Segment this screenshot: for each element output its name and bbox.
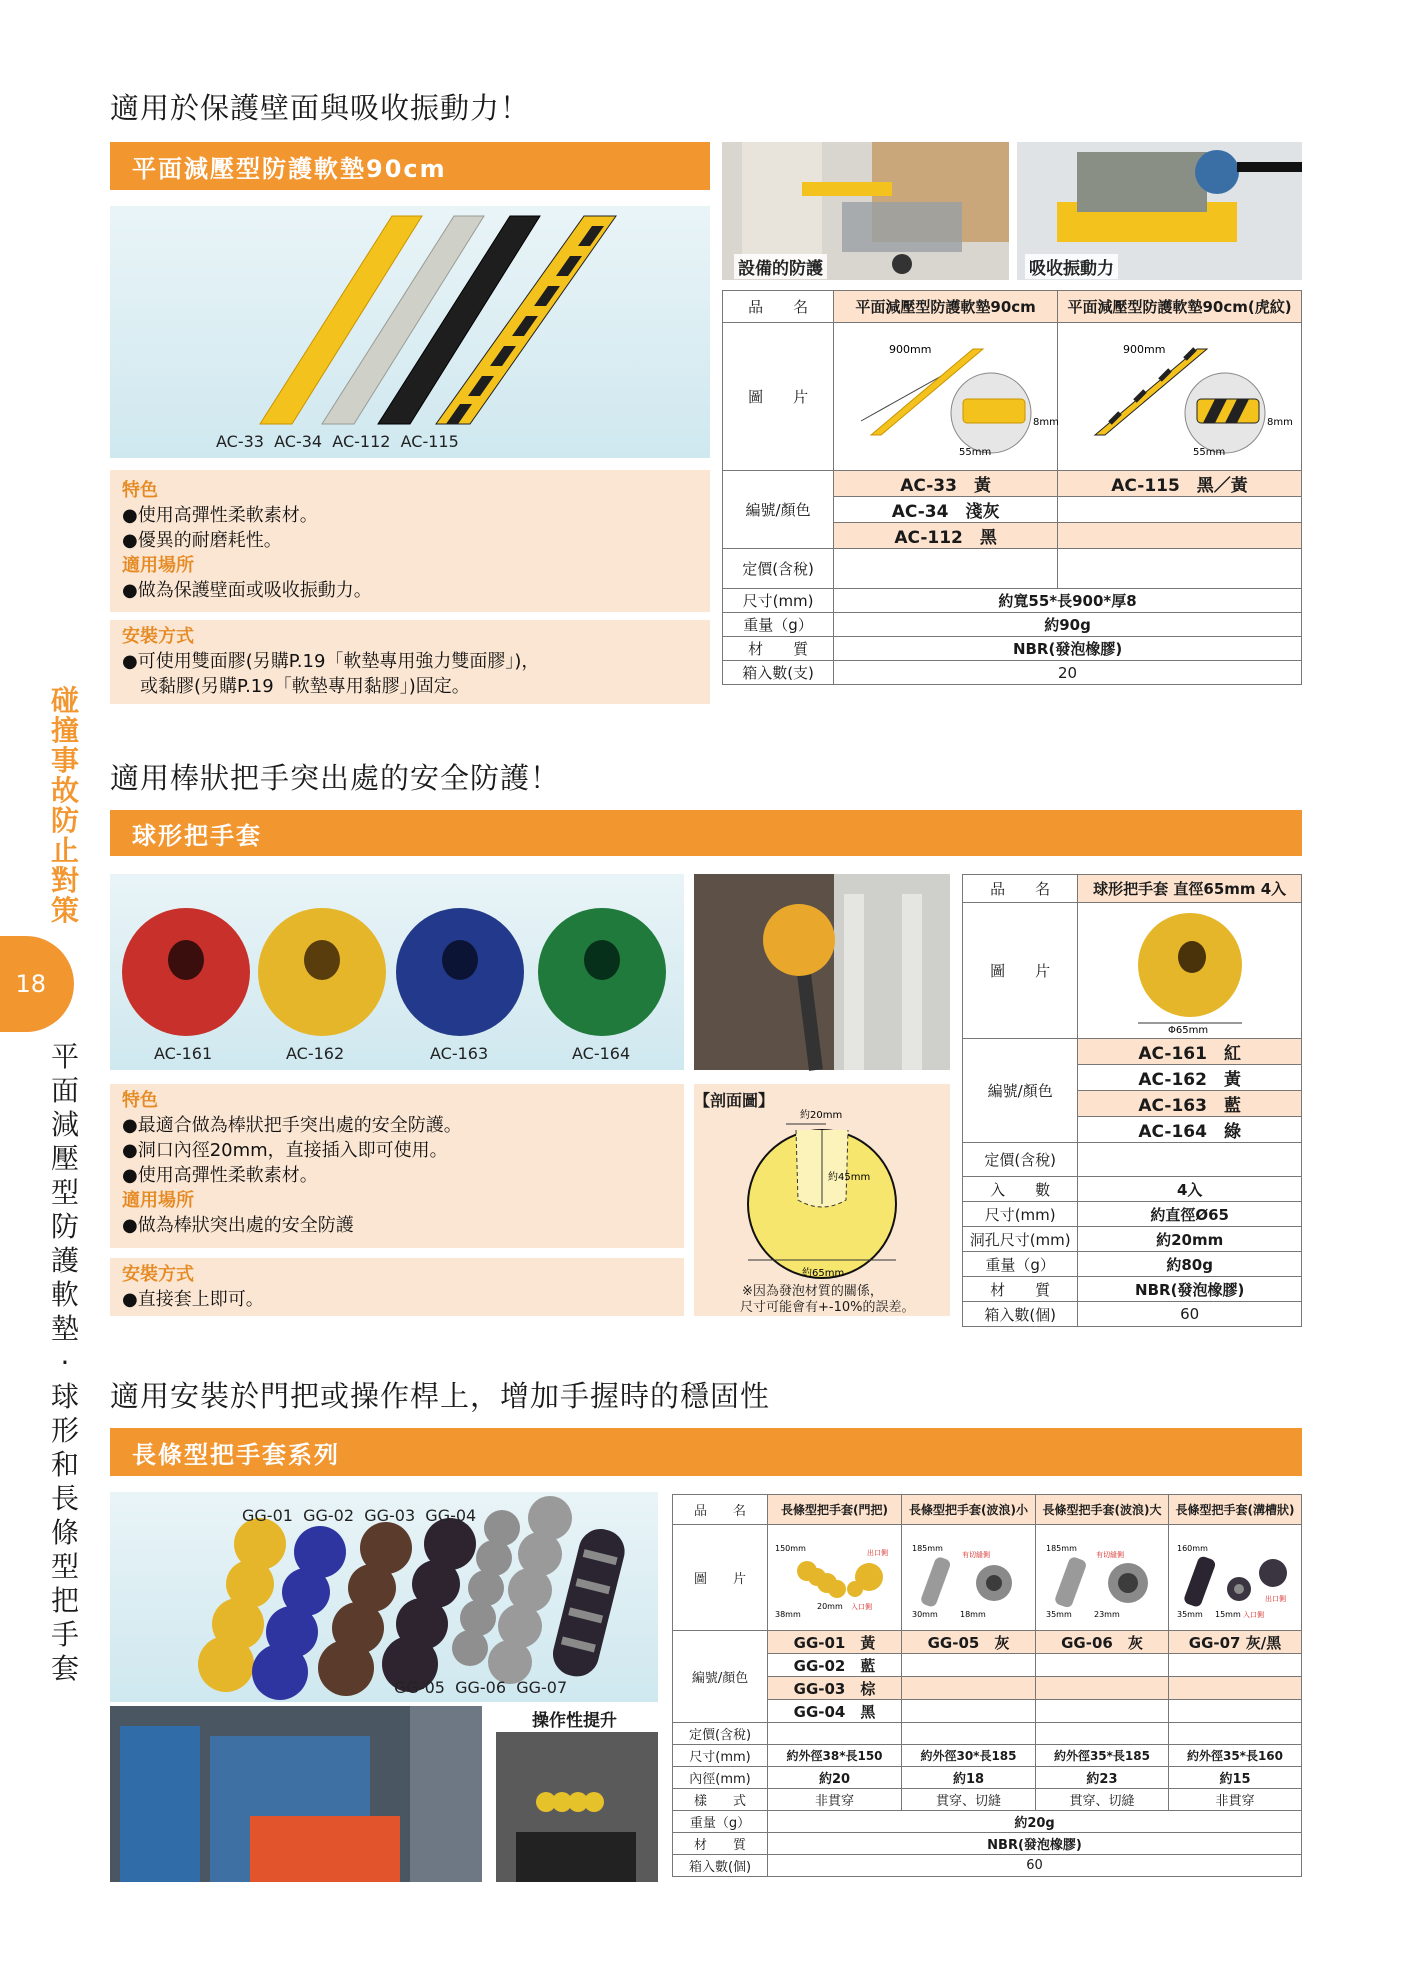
- pad-tiger-diagram-cell: [1058, 323, 1302, 471]
- subtitle-char: 型: [50, 1550, 79, 1583]
- weight-value: 約20g: [768, 1811, 1302, 1833]
- usage-label: 適用場所: [122, 1190, 194, 1211]
- product-code: AC-34 淺灰: [834, 497, 1058, 523]
- inner-value: 約20: [768, 1767, 902, 1789]
- pad-strips-image: [110, 206, 710, 458]
- size-value: 約寬55*長900*厚8: [834, 589, 1302, 613]
- subtitle-char: 把: [50, 1584, 79, 1617]
- row-label: 重量（g）: [723, 613, 834, 637]
- price-cell: [1058, 549, 1302, 589]
- category-char: 故: [50, 774, 79, 807]
- category-char: 止: [50, 834, 79, 867]
- row-label: 品 名: [723, 291, 834, 323]
- row-label: 編號/顏色: [723, 471, 834, 549]
- empty-cell: [1035, 1700, 1168, 1723]
- length-label: 150mm: [774, 1543, 806, 1553]
- grip-diagram-wave-small: [906, 1531, 1030, 1621]
- category-char: 碰: [50, 684, 79, 717]
- width-label: 55mm: [1192, 446, 1225, 458]
- row-label: 樣 式: [673, 1789, 768, 1811]
- category-char: 撞: [50, 714, 79, 747]
- box-qty-value: 60: [1078, 1302, 1302, 1327]
- row-label: 尺寸(mm): [673, 1745, 768, 1767]
- section1-title: 平面減壓型防護軟墊90cm: [132, 154, 447, 183]
- ball-colors-image: [110, 874, 684, 1070]
- subtitle-char: 型: [50, 1176, 79, 1209]
- product-name: 平面減壓型防護軟墊90cm(虎紋): [1058, 291, 1302, 323]
- material-value: NBR(發泡橡膠): [834, 637, 1302, 661]
- pad-product-photo: [110, 206, 710, 458]
- row-label: 尺寸(mm): [963, 1202, 1078, 1227]
- box-qty-value: 20: [834, 661, 1302, 685]
- length-label: 900mm: [888, 342, 932, 356]
- id-label: 18mm: [960, 1609, 987, 1619]
- price-cell: [768, 1723, 902, 1745]
- ball-code-caption: AC-161: [154, 1044, 213, 1063]
- ball-code-caption: AC-164: [572, 1044, 631, 1063]
- section3-title: 長條型把手套系列: [132, 1440, 340, 1469]
- row-label: 箱入數(個): [673, 1855, 768, 1877]
- price-cell: [834, 549, 1058, 589]
- grip-diagram-groove: [1173, 1531, 1297, 1621]
- id-label: 23mm: [1093, 1609, 1120, 1619]
- product-code: GG-03 棕: [768, 1677, 902, 1700]
- row-label: 圖 片: [963, 903, 1078, 1039]
- product-name: 長條型把手套(門把): [768, 1495, 902, 1525]
- grip-diagram-cell: [768, 1525, 902, 1631]
- row-label: 重量（g）: [963, 1252, 1078, 1277]
- subtitle-char: 長: [50, 1482, 79, 1515]
- row-label: 重量（g）: [673, 1811, 768, 1833]
- product-code: AC-162 黃: [1078, 1065, 1302, 1091]
- subtitle-char: 減: [50, 1108, 79, 1141]
- row-label: 品 名: [673, 1495, 768, 1525]
- row-label: 編號/顏色: [673, 1631, 768, 1723]
- size-value: 約外徑38*長150: [768, 1745, 902, 1767]
- install-label: 安裝方式: [122, 1264, 194, 1285]
- empty-cell: [1035, 1654, 1168, 1677]
- grip-codes-bottom: GG-05 GG-06 GG-07: [394, 1678, 568, 1697]
- row-label: 定價(含稅): [963, 1143, 1078, 1177]
- weight-value: 約80g: [1078, 1252, 1302, 1277]
- product-code: GG-07 灰/黑: [1168, 1631, 1301, 1654]
- product-code: GG-01 黃: [768, 1631, 902, 1654]
- pad-features-box: [110, 470, 710, 612]
- product-code: GG-02 藍: [768, 1654, 902, 1677]
- hole-value: 約20mm: [1078, 1227, 1302, 1252]
- empty-cell: [1058, 523, 1302, 549]
- thick-label: 8mm: [1032, 416, 1059, 428]
- product-code: AC-164 綠: [1078, 1117, 1302, 1143]
- feature-item: ●使用高彈性柔軟素材。: [122, 1165, 318, 1186]
- box-qty-value: 60: [768, 1855, 1302, 1877]
- section1-title-bar: [110, 142, 710, 190]
- ball-diagram-cell: [1078, 903, 1302, 1039]
- row-label: 材 質: [673, 1833, 768, 1855]
- category-char: 防: [50, 804, 79, 837]
- subtitle-char: 壓: [50, 1142, 79, 1175]
- grip-diagram-cell: [902, 1525, 1036, 1631]
- row-label: 品 名: [963, 875, 1078, 903]
- ball-product-photo: [110, 874, 684, 1070]
- subtitle-char: ·: [60, 1346, 70, 1379]
- width-label: 55mm: [958, 446, 991, 458]
- pad-dimension-diagram: [841, 325, 1059, 465]
- row-label: 箱入數(支): [723, 661, 834, 685]
- product-code: GG-05 灰: [902, 1631, 1036, 1654]
- row-label: 定價(含稅): [673, 1723, 768, 1745]
- length-label: 185mm: [1045, 1543, 1077, 1553]
- product-name: 平面減壓型防護軟墊90cm: [834, 291, 1058, 323]
- page-number: 18: [0, 936, 74, 1032]
- ball-cross-section-box: [694, 1084, 950, 1316]
- grip-product-photo: [110, 1492, 658, 1702]
- price-cell: [1168, 1723, 1301, 1745]
- empty-cell: [902, 1700, 1036, 1723]
- subtitle-char: 形: [50, 1414, 79, 1447]
- row-label: 箱入數(個): [963, 1302, 1078, 1327]
- forklift-photo: [110, 1706, 482, 1882]
- install-item: 或黏膠(另購P.19「軟墊專用黏膠」)固定。: [122, 676, 470, 697]
- size-value: 約外徑35*長160: [1168, 1745, 1301, 1767]
- product-code: AC-33 黃: [834, 471, 1058, 497]
- row-label: 洞孔尺寸(mm): [963, 1227, 1078, 1252]
- features-label: 特色: [122, 1090, 158, 1111]
- category-char: 事: [50, 744, 79, 777]
- size-value: 約外徑30*長185: [902, 1745, 1036, 1767]
- product-code: AC-115 黑／黃: [1058, 471, 1302, 497]
- od-label: 38mm: [774, 1609, 801, 1619]
- pad-diagram-cell: [834, 323, 1058, 471]
- section2-title-bar: [110, 810, 1302, 856]
- grip-diagram-cell: [1035, 1525, 1168, 1631]
- section3-title-bar: [110, 1428, 1302, 1476]
- section2-title: 球形把手套: [132, 821, 262, 850]
- grip-diagram-wave-large: [1040, 1531, 1164, 1621]
- grip-diagram-cell: [1168, 1525, 1301, 1631]
- note-label: 入口側: [850, 1602, 872, 1611]
- photo-caption: 設備的防護: [734, 254, 827, 279]
- cross-section-note: 尺寸可能會有+-10%的誤差。: [740, 1300, 915, 1315]
- empty-cell: [1168, 1677, 1301, 1700]
- empty-cell: [902, 1654, 1036, 1677]
- od-label: 35mm: [1045, 1609, 1072, 1619]
- ball-usage-photo: [694, 874, 950, 1070]
- usage-item: ●做為保護壁面或吸收振動力。: [122, 580, 372, 601]
- product-code: AC-163 藍: [1078, 1091, 1302, 1117]
- style-value: 非貫穿: [768, 1789, 902, 1811]
- subtitle-char: 球: [50, 1380, 79, 1413]
- note-label: 出口側: [866, 1548, 888, 1557]
- inner-value: 約18: [902, 1767, 1036, 1789]
- id-label: 20mm: [816, 1601, 843, 1611]
- ball-spec-table: [962, 874, 1302, 1327]
- note-label: 入口側: [1242, 1610, 1264, 1619]
- equipment-protection-photo: [722, 142, 1009, 280]
- product-name: 長條型把手套(溝槽狀): [1168, 1495, 1301, 1525]
- pad-install-box: [110, 620, 710, 704]
- vibration-absorb-photo: [1017, 142, 1302, 280]
- product-code: AC-112 黑: [834, 523, 1058, 549]
- install-item: ●直接套上即可。: [122, 1289, 264, 1310]
- row-label: 定價(含稅): [723, 549, 834, 589]
- pad-codes-caption: AC-33 AC-34 AC-112 AC-115: [216, 432, 459, 451]
- weight-value: 約90g: [834, 613, 1302, 637]
- section1-heading: 適用於保護壁面與吸收振動力！: [110, 91, 531, 125]
- row-label: 材 質: [963, 1277, 1078, 1302]
- empty-cell: [1168, 1654, 1301, 1677]
- od-label: 30mm: [912, 1609, 939, 1619]
- note-label: 有切縫側: [1095, 1550, 1124, 1559]
- row-label: 材 質: [723, 637, 834, 661]
- row-label: 尺寸(mm): [723, 589, 834, 613]
- cross-section-title: 【剖面圖】: [694, 1091, 775, 1110]
- product-name: 球形把手套 直徑65mm 4入: [1078, 875, 1302, 903]
- product-code: GG-06 灰: [1035, 1631, 1168, 1654]
- material-value: NBR(發泡橡膠): [768, 1833, 1302, 1855]
- style-value: 貫穿、切縫: [902, 1789, 1036, 1811]
- row-label: 圖 片: [673, 1525, 768, 1631]
- qty-value: 4入: [1078, 1177, 1302, 1202]
- cross-section-note: ※因為發泡材質的關係，: [742, 1284, 883, 1299]
- row-label: 圖 片: [723, 323, 834, 471]
- thick-label: 8mm: [1266, 416, 1293, 428]
- inner-value: 約15: [1168, 1767, 1301, 1789]
- ball-code-caption: AC-163: [430, 1044, 489, 1063]
- feature-item: ●洞口內徑20mm，直接插入即可使用。: [122, 1140, 448, 1161]
- features-label: 特色: [122, 480, 158, 501]
- subtitle-char: 墊: [50, 1312, 79, 1345]
- hole-label: 約20mm: [800, 1110, 843, 1121]
- grip-diagram-door: [773, 1531, 897, 1621]
- usage-label: 適用場所: [122, 555, 194, 576]
- feature-item: ●使用高彈性柔軟素材。: [122, 505, 318, 526]
- grip-codes-top: GG-01 GG-02 GG-03 GG-04: [242, 1506, 477, 1525]
- subtitle-char: 平: [50, 1040, 79, 1073]
- diameter-label: 約65mm: [802, 1268, 845, 1279]
- ball-diagram: [1100, 905, 1280, 1036]
- id-label: 15mm: [1214, 1609, 1241, 1619]
- price-cell: [1078, 1143, 1302, 1177]
- row-label: 編號/顏色: [963, 1039, 1078, 1143]
- product-code: GG-04 黑: [768, 1700, 902, 1723]
- material-value: NBR(發泡橡膠): [1078, 1277, 1302, 1302]
- category-char: 策: [50, 894, 79, 927]
- row-label: 入 數: [963, 1177, 1078, 1202]
- grip-usage-photo: [496, 1732, 658, 1882]
- section2-heading: 適用棒狀把手突出處的安全防護！: [110, 761, 561, 795]
- note-label: 出口側: [1264, 1594, 1286, 1603]
- operability-caption: 操作性提升: [532, 1711, 617, 1731]
- pad-tiger-dimension-diagram: [1065, 325, 1295, 465]
- subtitle-char: 套: [50, 1652, 79, 1685]
- subtitle-char: 和: [50, 1448, 79, 1481]
- empty-cell: [1168, 1700, 1301, 1723]
- od-label: 35mm: [1176, 1609, 1203, 1619]
- product-name: 長條型把手套(波浪)大: [1035, 1495, 1168, 1525]
- depth-label: 約45mm: [828, 1172, 871, 1183]
- subtitle-char: 面: [50, 1074, 79, 1107]
- size-value: 約直徑Ø65: [1078, 1202, 1302, 1227]
- subtitle-char: 軟: [50, 1278, 79, 1311]
- install-item: ●可使用雙面膠(另購P.19「軟墊專用強力雙面膠」)，: [122, 651, 540, 672]
- grip-spec-table: [672, 1494, 1302, 1877]
- subtitle-char: 手: [50, 1618, 79, 1651]
- feature-item: ●最適合做為棒狀把手突出處的安全防護。: [122, 1115, 462, 1136]
- category-char: 對: [50, 864, 79, 897]
- empty-cell: [1035, 1677, 1168, 1700]
- subtitle-char: 護: [50, 1244, 79, 1277]
- inner-value: 約23: [1035, 1767, 1168, 1789]
- subtitle-char: 防: [50, 1210, 79, 1243]
- price-cell: [902, 1723, 1036, 1745]
- pad-spec-table: [722, 290, 1302, 685]
- empty-cell: [1058, 497, 1302, 523]
- section3-heading: 適用安裝於門把或操作桿上，增加手握時的穩固性: [110, 1379, 771, 1413]
- photo-caption: 吸收振動力: [1025, 254, 1118, 279]
- size-value: 約外徑35*長185: [1035, 1745, 1168, 1767]
- price-cell: [1035, 1723, 1168, 1745]
- feature-item: ●優異的耐磨耗性。: [122, 530, 282, 551]
- note-label: 有切縫側: [962, 1550, 991, 1559]
- ball-install-box: [110, 1258, 684, 1316]
- style-value: 非貫穿: [1168, 1789, 1301, 1811]
- usage-item: ●做為棒狀突出處的安全防護: [122, 1215, 354, 1236]
- length-label: 185mm: [912, 1543, 944, 1553]
- length-label: 900mm: [1122, 342, 1165, 356]
- ball-features-box: [110, 1084, 684, 1248]
- empty-cell: [902, 1677, 1036, 1700]
- length-label: 160mm: [1176, 1543, 1208, 1553]
- ball-code-caption: AC-162: [286, 1044, 345, 1063]
- product-name: 長條型把手套(波浪)小: [902, 1495, 1036, 1525]
- row-label: 內徑(mm): [673, 1767, 768, 1789]
- subtitle-char: 條: [50, 1516, 79, 1549]
- install-label: 安裝方式: [122, 626, 194, 647]
- style-value: 貫穿、切縫: [1035, 1789, 1168, 1811]
- diameter-label: Φ65mm: [1167, 1024, 1208, 1036]
- product-code: AC-161 紅: [1078, 1039, 1302, 1065]
